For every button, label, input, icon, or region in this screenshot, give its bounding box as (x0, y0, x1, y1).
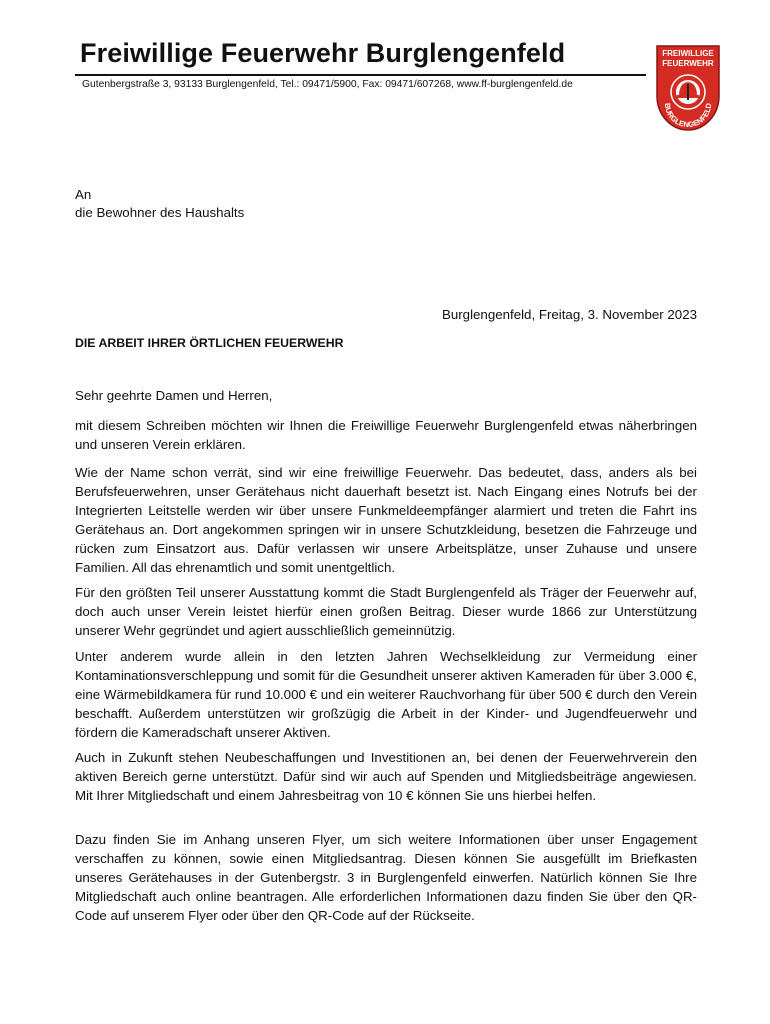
date-line: Burglengenfeld, Freitag, 3. November 2023 (441, 307, 697, 322)
paragraph-5: Auch in Zukunft stehen Neubeschaffungen und Investitionen an, bei denen der Feuerwehrverein den aktiven Bereich gerne unterstützt. Dafür sind wir auch auf Spenden und Mitgliedsbeiträge angewiesen. Mit Ihrer Mitgliedschaft und einem Jahresbeitrag von 10 € können Sie uns hierbei helfen. (75, 750, 697, 803)
paragraph-6: Dazu finden Sie im Anhang unseren Flyer, um sich weitere Informationen über unser Engagement verschaffen zu können, sowie einen Mitgliedsantrag. Diesen können Sie ausgefüllt im Briefkasten unseres Gerätehauses in der Gutenbergstr. 3 in Burglengenfeld einwerfen. Natürlich können Sie Ihre Mitgliedschaft auch online beantragen. Alle erforderlichen Informationen dazu finden Sie über den QR-Code auf unserem Flyer oder über den QR-Code auf der Rückseite. (75, 832, 697, 923)
paragraph-2: Wie der Name schon verrät, sind wir eine freiwillige Feuerwehr. Das bedeutet, dass, anders als bei Berufsfeuerwehren, unser Gerätehaus nicht dauerhaft besetzt ist. Nach Eingang eines Notrufs bei der Integrierten Leitstelle werden wir über unsere Funkmeldeempfänger alarmiert und treten die Fahrt ins Gerätehaus an. Dort angekommen springen wir in unsere Schutzkleidung, besetzen die Fahrzeuge und rücken zum Einsatzort aus. Dafür verlassen wir unsere Arbeitsplätze, unser Zuhause und unsere Familien. All das ehrenamtlich und somit unentgeltlich. (75, 465, 697, 575)
fire-department-logo (655, 44, 721, 134)
logo-text-top-2: FEUERWEHR (662, 59, 714, 68)
recipient-line-2: die Bewohner des Haushalts (75, 205, 245, 220)
header-rule (75, 74, 646, 76)
subject-heading: DIE ARBEIT IHRER ÖRTLICHEN FEUERWEHR (75, 336, 344, 350)
paragraph-1: mit diesem Schreiben möchten wir Ihnen die Freiwillige Feuerwehr Burglengenfeld etwas näherbringen und unseren Verein erklären. (75, 418, 697, 452)
address-line: Gutenbergstraße 3, 93133 Burglengenfeld, Tel.: 09471/5900, Fax: 09471/607268, www.ff-burglengenfeld.de (82, 79, 573, 90)
paragraph-4: Unter anderem wurde allein in den letzten Jahren Wechselkleidung zur Vermeidung einer Kontaminationsverschleppung und somit für die Gesundheit unserer aktiven Kameraden für über 3.000 €, eine Wärmebildkamera für rund 10.000 € und ein weiterer Rauchvorhang für über 500 € durch den Verein beschafft. Außerdem unterstützen wir großzügig die Arbeit in der Kinder- und Jugendfeuerwehr und fördern die Kameradschaft unserer Aktiven. (75, 649, 697, 740)
logo-text-bottom: BURGLENGENFELD (662, 102, 714, 130)
recipient-block (75, 186, 244, 222)
paragraph-3: Für den größten Teil unserer Ausstattung kommt die Stadt Burglengenfeld als Träger der Feuerwehr auf, doch auch unser Verein leistet hierfür einen großen Beitrag. Dieser wurde 1866 zur Unterstützung unserer Wehr gegründet und agiert ausschließlich gemeinnützig. (75, 585, 697, 638)
salutation: Sehr geehrte Damen und Herren, (75, 388, 273, 403)
page-title: Freiwillige Feuerwehr Burglengenfeld (80, 38, 566, 68)
logo-text-top-1: FREIWILLIGE (662, 49, 714, 58)
recipient-line-1: An (75, 187, 92, 202)
logo-axe-icon (687, 84, 689, 100)
